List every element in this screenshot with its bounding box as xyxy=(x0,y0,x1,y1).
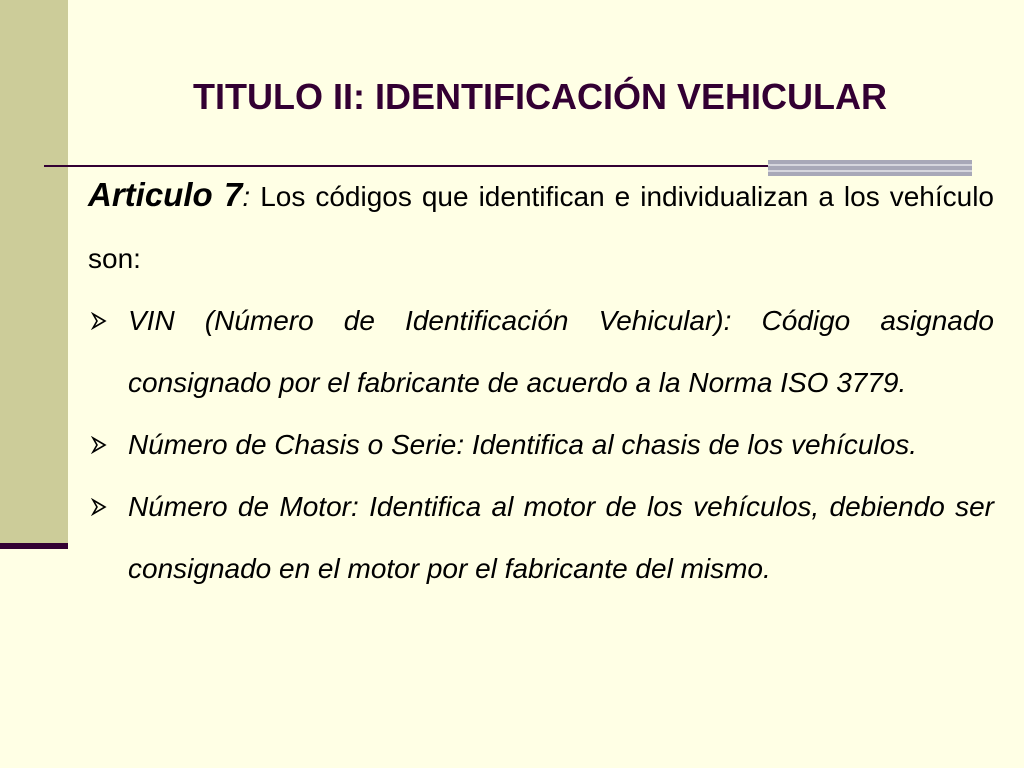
article-paragraph xyxy=(88,164,994,290)
slide-body xyxy=(88,164,994,600)
bullet-text: Número de Motor: Identifica al motor de los vehículos, debiendo ser consignado en el motor por el fabricante del mismo. xyxy=(128,491,994,584)
arrow-bullet-icon xyxy=(90,312,108,330)
article-text: Los códigos que identifican e individualizan a los vehículo son: xyxy=(88,181,994,274)
list-item xyxy=(88,476,994,600)
arrow-bullet-icon xyxy=(90,498,108,516)
sidebar-underline xyxy=(0,543,68,549)
bullet-text: Número de Chasis o Serie: Identifica al chasis de los vehículos. xyxy=(128,429,918,460)
article-label: Articulo 7 xyxy=(88,176,243,213)
sidebar-decoration xyxy=(0,0,68,543)
list-item xyxy=(88,414,994,476)
bullet-list xyxy=(88,290,994,600)
article-colon: : xyxy=(242,181,251,212)
arrow-bullet-icon xyxy=(90,436,108,454)
bullet-text: VIN (Número de Identificación Vehicular): Código asignado consignado por el fabricante de acuerdo a la Norma ISO 3779. xyxy=(128,305,994,398)
list-item xyxy=(88,290,994,414)
slide-title: TITULO II: IDENTIFICACIÓN VEHICULAR xyxy=(193,76,887,117)
